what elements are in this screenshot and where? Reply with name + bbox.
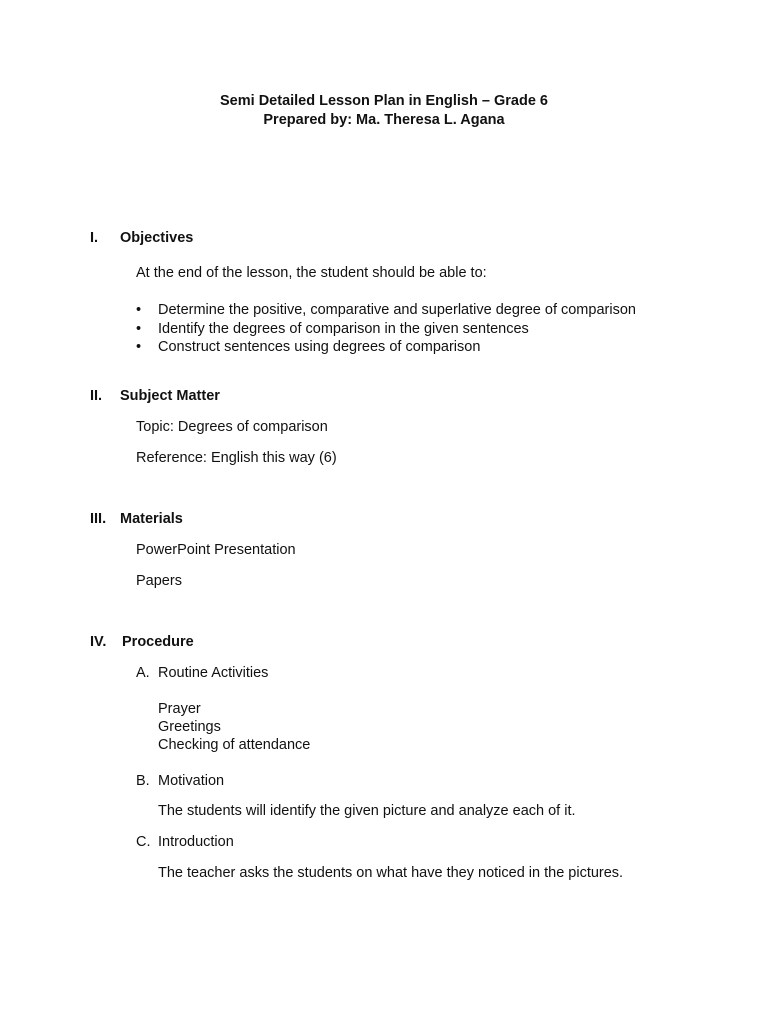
list-item: Checking of attendance — [158, 737, 311, 753]
topic-line: Topic: Degrees of comparison — [136, 419, 328, 435]
bullet-icon: • — [136, 320, 142, 337]
step-letter: A. — [136, 665, 150, 681]
objectives-list — [136, 301, 636, 357]
list-item — [136, 320, 636, 339]
section-number-subject-matter: II. — [90, 388, 103, 404]
bullet-icon: • — [136, 339, 142, 355]
section-title-procedure: Procedure — [122, 634, 194, 650]
list-item — [136, 338, 636, 357]
introduction-text: The teacher asks the students on what have they noticed in the pictures. — [158, 865, 624, 881]
section-title-objectives: Objectives — [120, 230, 194, 246]
document-author: Prepared by: Ma. Theresa L. Agana — [263, 112, 505, 128]
step-label-routine-activities: Routine Activities — [158, 665, 269, 681]
list-item: Prayer — [158, 701, 201, 717]
step-label-introduction: Introduction — [158, 834, 234, 850]
step-letter: C. — [136, 834, 151, 850]
step-label-motivation: Motivation — [158, 773, 225, 789]
motivation-text: The students will identify the given picture and analyze each of it. — [158, 803, 576, 819]
section-number-objectives: I. — [90, 230, 99, 246]
reference-line: Reference: English this way (6) — [136, 450, 337, 466]
objectives-intro: At the end of the lesson, the student should be able to: — [136, 265, 487, 281]
step-letter: B. — [136, 773, 150, 789]
objective-text: Identify the degrees of comparison in the given sentences — [158, 320, 529, 337]
list-item: Greetings — [158, 719, 221, 735]
bullet-icon: • — [136, 302, 142, 318]
objective-text: Determine the positive, comparative and superlative degree of comparison — [158, 302, 636, 318]
section-title-materials: Materials — [120, 511, 183, 527]
section-title-subject-matter: Subject Matter — [120, 388, 220, 404]
list-item — [136, 301, 636, 320]
routine-activities-list — [158, 700, 310, 754]
section-number-procedure: IV. — [90, 634, 107, 650]
material-item: PowerPoint Presentation — [136, 542, 296, 558]
material-item: Papers — [136, 573, 182, 589]
section-number-materials: III. — [90, 511, 107, 527]
objective-text: Construct sentences using degrees of comparison — [158, 339, 481, 355]
document-title: Semi Detailed Lesson Plan in English – Grade 6 — [220, 93, 548, 109]
